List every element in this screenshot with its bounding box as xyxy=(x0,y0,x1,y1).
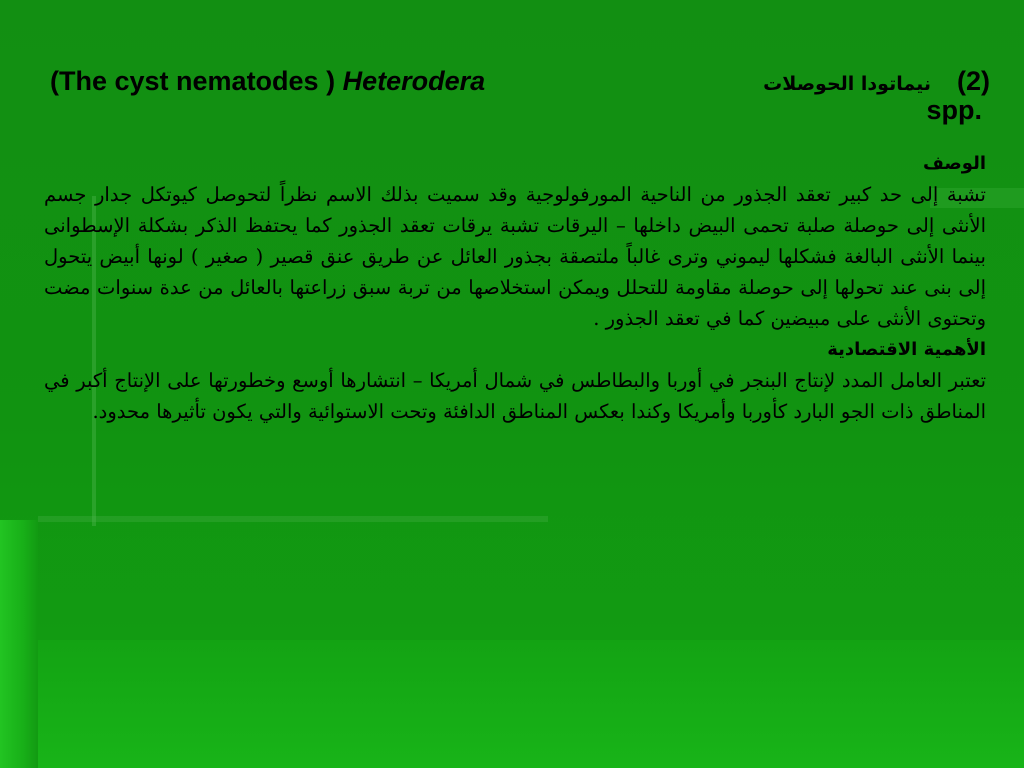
heading-latin-spp: spp. xyxy=(926,95,982,125)
section-title-description: الوصف xyxy=(922,153,986,174)
heading-row xyxy=(50,66,990,97)
heading-number: (2) xyxy=(957,66,990,96)
section-title-economic-importance: الأهمية الاقتصادية xyxy=(827,339,986,360)
heading-arabic-text: نيماتودا الحوصلات xyxy=(763,73,931,95)
heading-arabic-title xyxy=(763,66,990,97)
slide-body xyxy=(44,148,986,427)
decor-line-mid xyxy=(38,516,548,522)
heading-latin-genus: Heterodera xyxy=(342,66,486,96)
heading-latin-name xyxy=(50,66,485,97)
decor-band-left xyxy=(0,520,38,768)
slide-heading xyxy=(50,66,990,126)
section-text-economic-importance: تعتبر العامل المدد لإنتاج البنجر في أوربا والبطاطس في شمال أمريكا – انتشارها أوسع وخطورتها على الإنتاج أكبر في المناطق ذات الجو البارد كأوربا وأمريكا وكندا بعكس المناطق الدافئة وتحت الاستوائية والتي يكون تأثيرها محدود. xyxy=(44,369,986,423)
section-text-description: تشبة إلى حد كبير تعقد الجذور من الناحية المورفولوجية وقد سميت بذلك الاسم نظراً لتحوصل كيوتكل جدار جسم الأنثى إلى حوصلة صلبة تحمى البيض داخلها – اليرقات تشبة يرقات تعقد الجذور كما يحتفظ الذكر بشكلة الإسطوانى بينما الأنثى البالغة فشكلها ليموني وترى غالباً ملتصقة بجذور العائل عن طريق عنق قصير ( صغير ) لونها أبيض يتحول إلى بنى عند تحولها إلى حوصلة مقاومة للتحلل ويمكن استخلاصها من تربة سبق زراعتها بالعائل من عدة سنوات مضت وتحتوى الأنثى على مبيضين كما في تعقد الجذور . xyxy=(44,183,986,330)
decor-band-bottom xyxy=(38,640,1024,768)
heading-latin-prefix: (The cyst nematodes ) xyxy=(50,66,336,96)
